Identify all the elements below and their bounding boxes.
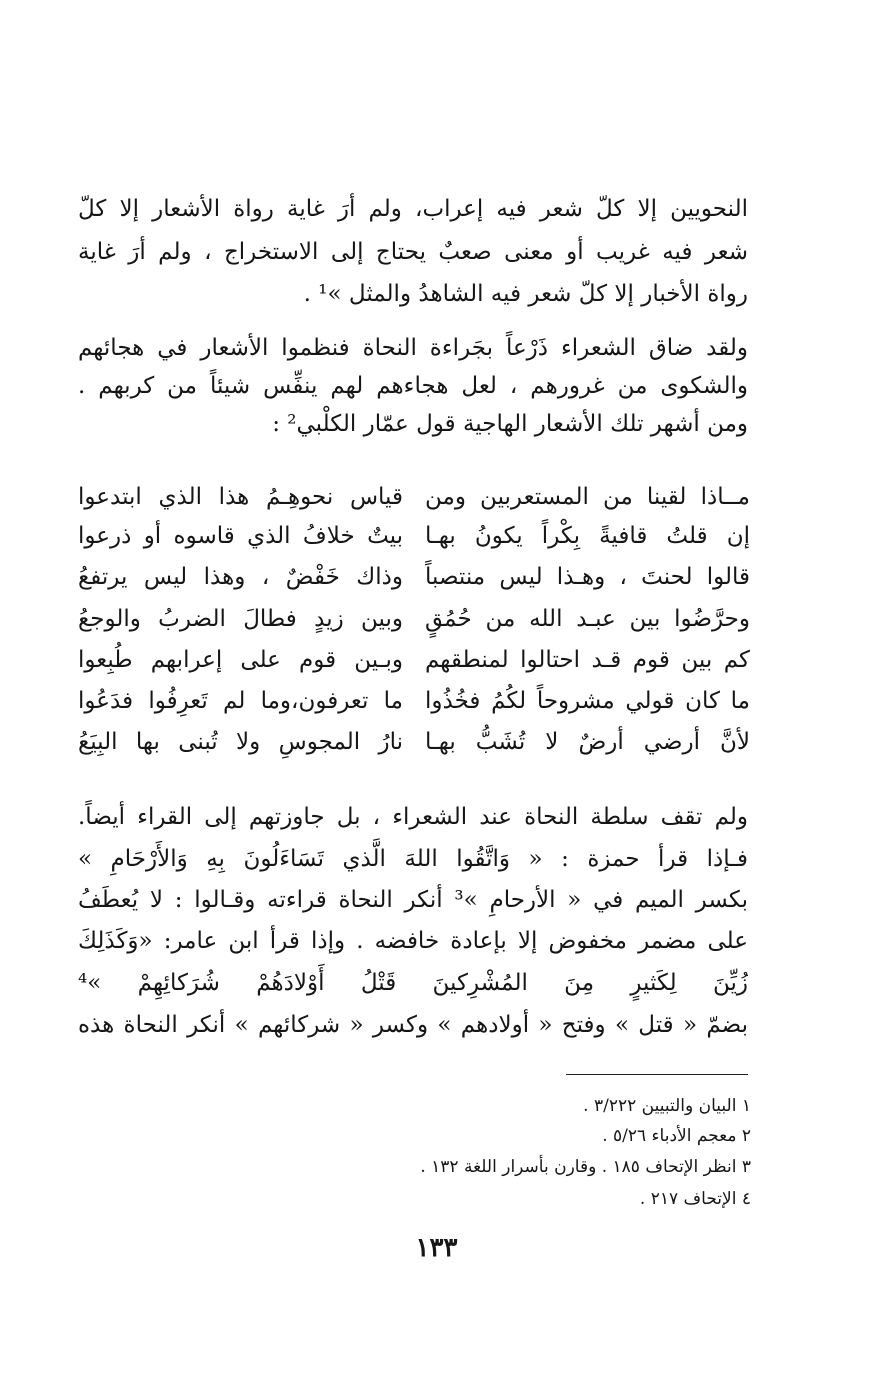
page-number: ١٣٣ bbox=[415, 1233, 458, 1263]
verse-first-hemistich: قالوا لحنتَ ، وهـذا ليس منتصباً bbox=[425, 564, 750, 590]
footnote-divider bbox=[566, 1074, 748, 1075]
verse-second-hemistich: وبـين قوم على إعرابهم طُبِعوا bbox=[78, 647, 403, 673]
second-paragraph-line: ومن أشهر تلك الأشعار الهاجية قول عمّار الكلْبي² : bbox=[272, 411, 748, 437]
verse-first-hemistich: مــاذا لقينا من المستعربين ومن bbox=[425, 484, 750, 510]
verse-second-hemistich: ما تعرفون،وما لم تَعرِفُوا فدَعُوا bbox=[78, 688, 403, 714]
third-paragraph-line: ولم تقف سلطة النحاة عند الشعراء ، بل جاوزتهم إلى القراء أيضاً. bbox=[78, 804, 748, 830]
footnote: ٢ معجم الأدباء ٥/٢٦ . bbox=[602, 1126, 751, 1146]
verse-second-hemistich: بيتٌ خلافُ الذي قاسوه أو ذرعوا bbox=[78, 523, 403, 549]
verse-first-hemistich: وحرَّضُوا بين عبـد الله من حُمُقٍ bbox=[425, 606, 750, 632]
verse-first-hemistich: ما كان قولي مشروحاً لكُمُ فخُذُوا bbox=[425, 688, 750, 714]
third-paragraph-line: على مضمر مخفوض إلا بإعادة خافضه . وإذا قرأ ابن عامر: «وَكَذَلِكَ bbox=[78, 928, 748, 954]
verse-second-hemistich: وذاك خَفْضٌ ، وهذا ليس يرتفعُ bbox=[78, 564, 403, 590]
footnote: ٣ انظر الإتحاف ١٨٥ . وقارن بأسرار اللغة ١٣٢ . bbox=[420, 1157, 751, 1177]
footnote: ٤ الإتحاف ٢١٧ . bbox=[639, 1189, 751, 1209]
third-paragraph-line: بضمّ « قتل » وفتح « أولادهم » وكسر « شركائهم » أنكر النحاة هذه bbox=[78, 1012, 748, 1038]
verse-first-hemistich: إن قلتُ قافيةً بِكْراً يكونُ بهـا bbox=[425, 523, 750, 549]
intro-paragraph-line: رواة الأخبار إلا كلّ شعر فيه الشاهدُ والمثل »¹ . bbox=[303, 281, 748, 307]
intro-paragraph-line: شعر فيه غريب أو معنى صعبٌ يحتاج إلى الاستخراج ، ولم أرَ غاية bbox=[78, 239, 748, 265]
third-paragraph-line: بكسر الميم في « الأرحامِ »³ أنكر النحاة قراءته وقـالوا : لا يُعطَفُ bbox=[78, 887, 748, 913]
third-paragraph-line: زُيِّنَ لِكَثيرٍ مِنَ المُشْرِكينَ قَتْلُ أَوْلادَهُمْ شُرَكائِهِمْ »⁴ bbox=[78, 970, 748, 996]
footnote: ١ البيان والتبيين ٣/٢٢٢ . bbox=[583, 1096, 751, 1116]
second-paragraph-line: ولقد ضاق الشعراء ذَرْعاً بجَراءة النحاة فنظموا الأشعار في هجائهم bbox=[78, 335, 748, 361]
second-paragraph-line: والشكوى من غرورهم ، لعل هجاءهم لهم ينفِّس شيئاً من كربهم . bbox=[78, 373, 748, 399]
intro-paragraph-line: النحويين إلا كلّ شعر فيه إعراب، ولم أرَ غاية رواة الأشعار إلا كلّ bbox=[78, 196, 748, 222]
verse-second-hemistich: نارُ المجوسِ ولا تُبنى بها البِيَعُ bbox=[78, 729, 403, 755]
third-paragraph-line: فـإذا قرأ حمزة : « وَاتَّقُوا اللهَ الَّذي تَسَاءَلُونَ بِهِ وَالأَرْحَامِ » bbox=[78, 846, 748, 872]
verse-second-hemistich: قياس نحوهِـمُ هذا الذي ابتدعوا bbox=[78, 484, 403, 510]
verse-second-hemistich: وبين زيدٍ فطالَ الضربُ والوجعُ bbox=[78, 606, 403, 632]
verse-first-hemistich: لأنَّ أرضي أرضٌ لا تُشَبُّ بهـا bbox=[425, 729, 750, 755]
verse-first-hemistich: كم بين قوم قـد احتالوا لمنطقهم bbox=[425, 647, 750, 673]
